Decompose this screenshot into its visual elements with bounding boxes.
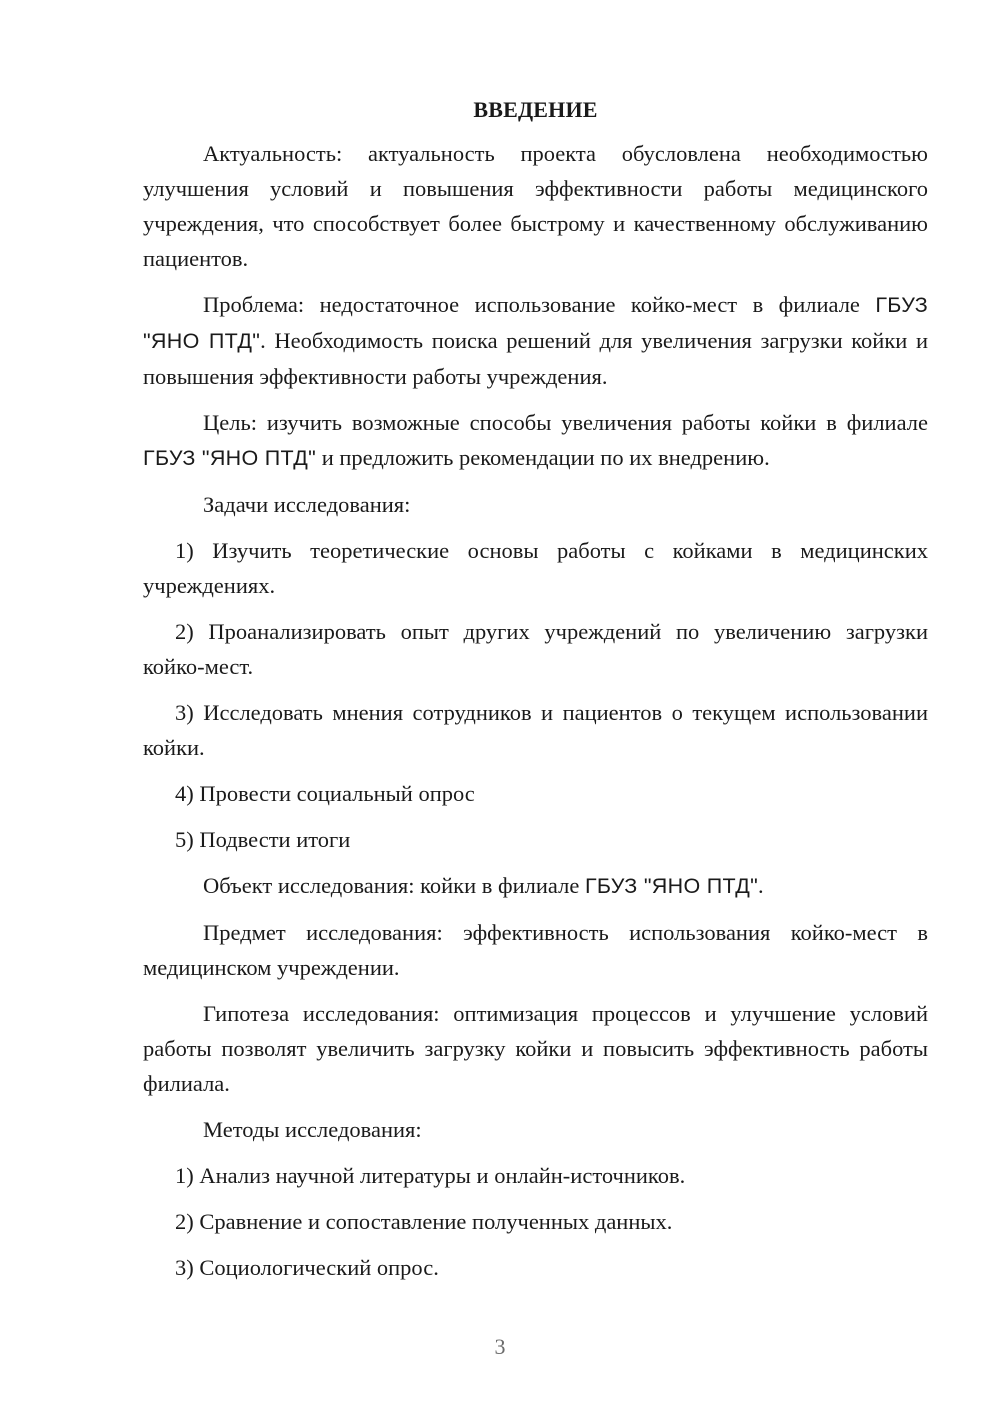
tasks-heading: Задачи исследования:	[203, 492, 411, 517]
problem-paragraph	[143, 287, 928, 394]
subject-paragraph: Предмет исследования: эффективность использования койко-мест в медицинском учреждении.	[143, 920, 928, 980]
method-item: 1) Анализ научной литературы и онлайн-источников.	[175, 1163, 686, 1188]
hypothesis-paragraph: Гипотеза исследования: оптимизация процессов и улучшение условий работы позволят увеличить загрузку койки и повысить эффективность работы филиала.	[143, 1001, 928, 1096]
problem-text-end: . Необходимость поиска решений для увеличения загрузки койки и повышения эффективности работы учреждения.	[143, 328, 928, 389]
org-name: ГБУЗ "ЯНО ПТД"	[143, 293, 928, 353]
problem-text-start: Проблема: недостаточное использование койко-мест в филиале	[203, 292, 876, 317]
goal-paragraph	[143, 405, 928, 476]
relevance-paragraph: Актуальность: актуальность проекта обусловлена необходимостью улучшения условий и повышения эффективности работы медицинского учреждения, что способствует более быстрому и качественному обслуживанию пациентов.	[143, 141, 928, 271]
object-text-end: .	[758, 873, 764, 898]
section-title: ВВЕДЕНИЕ	[473, 97, 598, 122]
method-item: 2) Сравнение и сопоставление полученных данных.	[175, 1209, 673, 1234]
task-item: 4) Провести социальный опрос	[175, 781, 475, 806]
goal-text-end: и предложить рекомендации по их внедрению.	[316, 445, 770, 470]
goal-text-start: Цель: изучить возможные способы увеличения работы койки в филиале	[203, 410, 928, 435]
page-number: 3	[494, 1334, 506, 1359]
methods-heading: Методы исследования:	[203, 1117, 422, 1142]
task-item: 2) Проанализировать опыт других учреждений по увеличению загрузки койко-мест.	[143, 619, 928, 679]
method-item: 3) Социологический опрос.	[175, 1255, 439, 1280]
document-page	[143, 92, 928, 1296]
task-item: 3) Исследовать мнения сотрудников и пациентов о текущем использовании койки.	[143, 700, 928, 760]
org-name: ГБУЗ "ЯНО ПТД"	[143, 446, 317, 470]
org-name: ГБУЗ "ЯНО ПТД"	[584, 874, 759, 898]
task-item: 5) Подвести итоги	[175, 827, 351, 852]
object-paragraph	[143, 868, 928, 904]
task-item: 1) Изучить теоретические основы работы с койками в медицинских учреждениях.	[143, 538, 928, 598]
object-text-start: Объект исследования: койки в филиале	[203, 873, 585, 898]
